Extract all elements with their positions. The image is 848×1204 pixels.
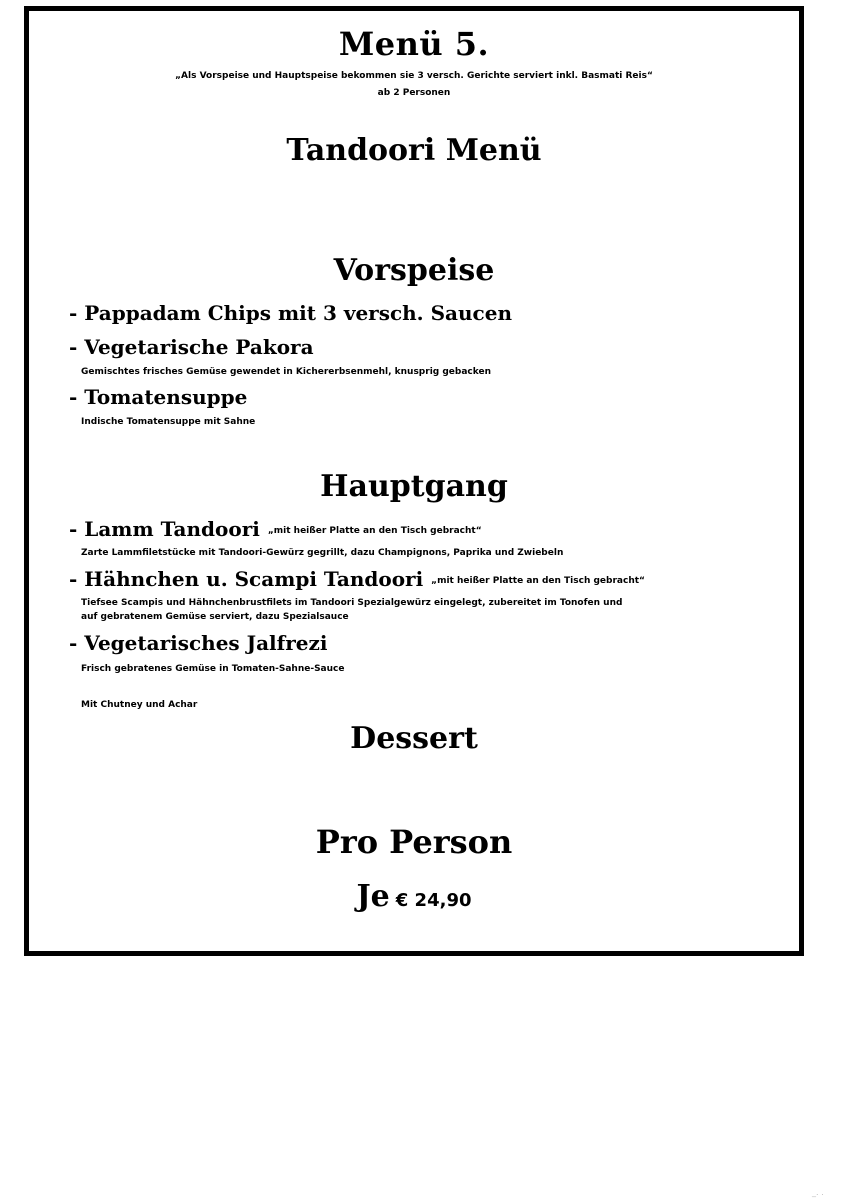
starter-desc-tomatensuppe: Indische Tomatensuppe mit Sahne (81, 417, 256, 427)
starter-item-tomatensuppe: - Tomatensuppe (69, 385, 248, 409)
main-item-scampi-note: „mit heißer Platte an den Tisch gebracht“ (431, 576, 645, 586)
main-item-lamm (69, 517, 482, 541)
main-item-lamm-note: „mit heißer Platte an den Tisch gebracht“ (267, 526, 482, 536)
main-item-lamm-name: - Lamm Tandoori (69, 517, 260, 541)
main-desc-scampi-line1: Tiefsee Scampis und Hähnchenbrustfilets im Tandoori Spezialgewürz eingelegt, zubereitet im Tonofen und (81, 598, 623, 608)
menu-persons: ab 2 Personen (377, 88, 451, 98)
main-desc-lamm: Zarte Lammfiletstücke mit Tandoori-Gewürz gegrillt, dazu Champignons, Paprika und Zwiebeln (81, 548, 564, 558)
main-desc-scampi-line2: auf gebratenem Gemüse serviert, dazu Spezialsauce (81, 612, 349, 622)
menu-title: Menü 5. (338, 25, 490, 63)
menu-card (24, 6, 804, 956)
price-amount: € 24,90 (395, 890, 472, 911)
mains-heading: Hauptgang (320, 469, 508, 504)
main-item-scampi (69, 567, 645, 591)
menu-note: „Als Vorspeise und Hauptspeise bekommen sie 3 versch. Gerichte serviert inkl. Basmati Reis“ (175, 71, 653, 81)
mains-extra: Mit Chutney und Achar (81, 700, 198, 710)
starters-heading: Vorspeise (333, 253, 495, 288)
main-desc-jalfrezi: Frisch gebratenes Gemüse in Tomaten-Sahne-Sauce (81, 664, 345, 674)
price-label: Pro Person (315, 823, 513, 861)
starter-item-pappadam: - Pappadam Chips mit 3 versch. Saucen (69, 301, 512, 325)
starter-item-pakora: - Vegetarische Pakora (69, 335, 314, 359)
scan-artifact: _. . (812, 1188, 824, 1197)
dessert-heading: Dessert (350, 721, 478, 756)
price-je: Je (356, 879, 390, 914)
price-line (29, 879, 799, 914)
starter-desc-pakora: Gemischtes frisches Gemüse gewendet in Kichererbsenmehl, knusprig gebacken (81, 367, 492, 377)
main-item-jalfrezi: - Vegetarisches Jalfrezi (69, 631, 328, 655)
menu-subtitle: Tandoori Menü (286, 133, 542, 168)
main-item-scampi-name: - Hähnchen u. Scampi Tandoori (69, 567, 424, 591)
